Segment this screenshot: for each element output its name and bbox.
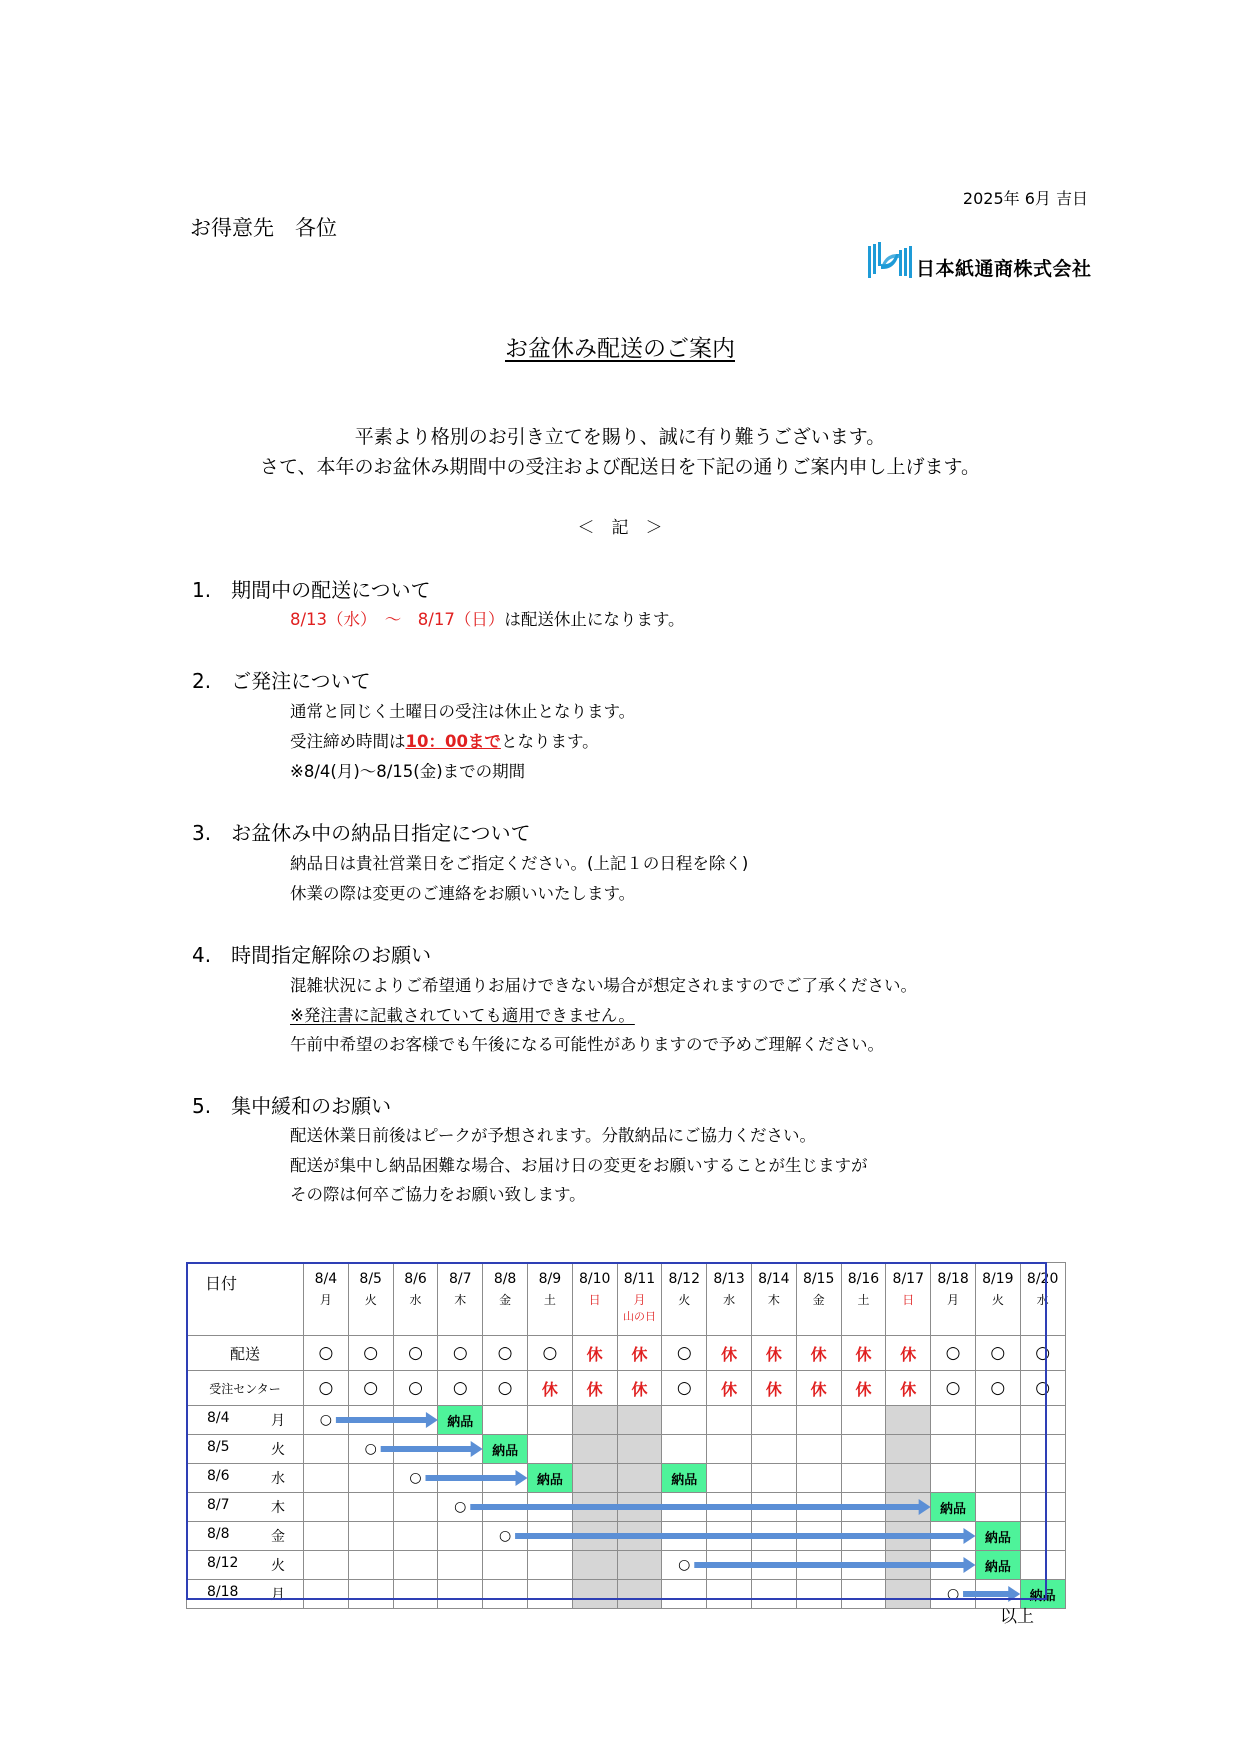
empty-cell bbox=[751, 1580, 796, 1609]
calendar-weekday: 木 bbox=[767, 1293, 780, 1307]
example-row-date bbox=[187, 1439, 303, 1459]
empty-cell bbox=[975, 1493, 1020, 1522]
example-row-label bbox=[187, 1464, 304, 1493]
delivery-row-cell: 休 bbox=[796, 1336, 841, 1371]
cutoff-prefix: 受注締め時間は bbox=[290, 732, 406, 751]
empty-cell bbox=[751, 1522, 796, 1551]
calendar-date-8/4 bbox=[304, 1263, 349, 1336]
recipient: お得意先 各位 bbox=[190, 216, 337, 240]
section-1-line bbox=[290, 606, 685, 630]
section-4-line-1: 混雑状況によりご希望通りお届けできない場合が想定されますのでご了承ください。 bbox=[290, 976, 917, 995]
example-row-label bbox=[187, 1551, 304, 1580]
order-mark-cell: ○ bbox=[662, 1551, 707, 1580]
section-2-heading: 2. ご発注について bbox=[192, 669, 371, 693]
intro-line-1: 平素より格別のお引き立てを賜り、誠に有り難うございます。 bbox=[354, 426, 886, 448]
example-weekday: 月 bbox=[271, 1587, 285, 1603]
section-4-line-2: ※発注書に記載されていても適用できません。 bbox=[290, 1006, 635, 1025]
empty-cell bbox=[348, 1522, 393, 1551]
delivery-row-cell: ○ bbox=[662, 1336, 707, 1371]
empty-cell bbox=[527, 1522, 572, 1551]
example-row bbox=[187, 1435, 1066, 1464]
delivery-row-cell: 休 bbox=[572, 1336, 617, 1371]
example-weekday: 木 bbox=[271, 1500, 285, 1516]
delivery-row-cell: 休 bbox=[617, 1336, 662, 1371]
calendar-date: 8/15 bbox=[802, 1271, 835, 1287]
empty-cell bbox=[348, 1580, 393, 1609]
section-3-line-1: 納品日は貴社営業日をご指定ください。(上記１の日程を除く) bbox=[290, 854, 749, 873]
example-row-date bbox=[187, 1410, 303, 1430]
empty-cell bbox=[483, 1406, 528, 1435]
order-mark-cell: ○ bbox=[438, 1493, 483, 1522]
nohin-cell: 納品 bbox=[662, 1464, 707, 1493]
empty-cell bbox=[1020, 1522, 1065, 1551]
cutoff-time: 10：00まで bbox=[405, 732, 501, 751]
calendar-date: 8/18 bbox=[937, 1271, 969, 1287]
order-center-row-cell: 休 bbox=[751, 1371, 796, 1406]
empty-cell bbox=[707, 1522, 752, 1551]
empty-cell bbox=[304, 1493, 349, 1522]
order-center-row-cell: ○ bbox=[348, 1371, 393, 1406]
calendar-weekday: 火 bbox=[678, 1293, 691, 1307]
empty-cell bbox=[662, 1493, 707, 1522]
calendar-weekday: 月 bbox=[947, 1293, 960, 1307]
calendar-date: 8/7 bbox=[449, 1271, 472, 1287]
calendar-date-8/13 bbox=[707, 1263, 752, 1336]
empty-cell bbox=[438, 1551, 483, 1580]
empty-cell bbox=[572, 1435, 617, 1464]
order-center-row-cell: 休 bbox=[707, 1371, 752, 1406]
empty-cell bbox=[841, 1406, 886, 1435]
empty-cell bbox=[931, 1522, 976, 1551]
example-date: 8/7 bbox=[207, 1497, 230, 1513]
example-row-label bbox=[187, 1522, 304, 1551]
nohin-cell: 納品 bbox=[975, 1522, 1020, 1551]
empty-cell bbox=[707, 1435, 752, 1464]
empty-cell bbox=[572, 1406, 617, 1435]
empty-cell bbox=[931, 1435, 976, 1464]
empty-cell bbox=[527, 1493, 572, 1522]
empty-cell bbox=[348, 1464, 393, 1493]
empty-cell bbox=[527, 1551, 572, 1580]
order-center-row-cell: ○ bbox=[662, 1371, 707, 1406]
calendar-date-8/8 bbox=[483, 1263, 528, 1336]
empty-cell bbox=[751, 1406, 796, 1435]
delivery-row-cell: ○ bbox=[975, 1336, 1020, 1371]
section-2-line-2 bbox=[290, 728, 599, 752]
section-3-heading: 3. お盆休み中の納品日指定について bbox=[192, 821, 531, 845]
calendar-weekday: 土 bbox=[543, 1293, 556, 1307]
calendar-date-8/9 bbox=[527, 1263, 572, 1336]
empty-cell bbox=[707, 1551, 752, 1580]
empty-cell bbox=[304, 1464, 349, 1493]
calendar-date: 8/16 bbox=[847, 1271, 880, 1287]
empty-cell bbox=[841, 1580, 886, 1609]
calendar-date-8/17 bbox=[886, 1263, 931, 1336]
delivery-row-cell: 休 bbox=[886, 1336, 931, 1371]
order-mark-cell: ○ bbox=[483, 1522, 528, 1551]
empty-cell bbox=[617, 1435, 662, 1464]
empty-cell bbox=[841, 1522, 886, 1551]
empty-cell bbox=[483, 1464, 528, 1493]
example-row bbox=[187, 1493, 1066, 1522]
empty-cell bbox=[527, 1406, 572, 1435]
calendar-date: 8/13 bbox=[713, 1271, 745, 1287]
order-center-row bbox=[187, 1371, 1066, 1406]
empty-cell bbox=[572, 1464, 617, 1493]
nohin-cell: 納品 bbox=[438, 1406, 483, 1435]
delivery-calendar bbox=[186, 1262, 1066, 1609]
empty-cell bbox=[886, 1464, 931, 1493]
calendar-weekday: 水 bbox=[723, 1293, 736, 1307]
order-mark-cell: ○ bbox=[348, 1435, 393, 1464]
order-center-row-cell: ○ bbox=[1020, 1371, 1065, 1406]
empty-cell bbox=[348, 1493, 393, 1522]
empty-cell bbox=[617, 1493, 662, 1522]
empty-cell bbox=[662, 1406, 707, 1435]
example-weekday: 火 bbox=[271, 1558, 285, 1574]
example-row-date bbox=[187, 1468, 303, 1488]
empty-cell bbox=[393, 1493, 438, 1522]
empty-cell bbox=[707, 1406, 752, 1435]
nohin-cell: 納品 bbox=[527, 1464, 572, 1493]
issue-date: 2025年 6月 吉日 bbox=[962, 189, 1088, 208]
order-center-row-cell: 休 bbox=[886, 1371, 931, 1406]
order-center-row-cell: 休 bbox=[572, 1371, 617, 1406]
empty-cell bbox=[1020, 1551, 1065, 1580]
section-4-line-3: 午前中希望のお客様でも午後になる可能性がありますので予めご理解ください。 bbox=[290, 1035, 884, 1054]
calendar-date-8/15 bbox=[796, 1263, 841, 1336]
nohin-cell: 納品 bbox=[483, 1435, 528, 1464]
delivery-row-cell: 休 bbox=[751, 1336, 796, 1371]
section-5-line-2: 配送が集中し納品困難な場合、お届け日の変更をお願いすることが生じますが bbox=[290, 1156, 868, 1175]
empty-cell bbox=[304, 1580, 349, 1609]
order-center-row-cell: ○ bbox=[931, 1371, 976, 1406]
calendar-weekday: 火 bbox=[991, 1293, 1004, 1307]
calendar-weekday: 木 bbox=[454, 1293, 467, 1307]
calendar-date: 8/20 bbox=[1026, 1271, 1059, 1287]
empty-cell bbox=[841, 1435, 886, 1464]
empty-cell bbox=[886, 1580, 931, 1609]
calendar-date: 8/17 bbox=[892, 1271, 924, 1287]
example-date: 8/5 bbox=[207, 1439, 230, 1455]
empty-cell bbox=[483, 1493, 528, 1522]
empty-cell bbox=[393, 1522, 438, 1551]
delivery-row-cell: ○ bbox=[931, 1336, 976, 1371]
order-center-row-cell: ○ bbox=[304, 1371, 349, 1406]
section-2-line-1: 通常と同じく土曜日の受注は休止となります。 bbox=[290, 702, 636, 721]
empty-cell bbox=[438, 1522, 483, 1551]
example-date: 8/18 bbox=[207, 1584, 239, 1600]
order-center-row-cell: ○ bbox=[438, 1371, 483, 1406]
calendar-weekday: 水 bbox=[409, 1293, 422, 1307]
section-5-line-1: 配送休業日前後はピークが予想されます。分散納品にご協力ください。 bbox=[290, 1126, 817, 1145]
empty-cell bbox=[841, 1551, 886, 1580]
delivery-row-cell: ○ bbox=[348, 1336, 393, 1371]
empty-cell bbox=[931, 1406, 976, 1435]
empty-cell bbox=[796, 1464, 841, 1493]
empty-cell bbox=[527, 1580, 572, 1609]
calendar-date: 8/4 bbox=[314, 1271, 338, 1287]
empty-cell bbox=[617, 1522, 662, 1551]
example-row bbox=[187, 1406, 1066, 1435]
empty-cell bbox=[886, 1406, 931, 1435]
empty-cell bbox=[751, 1551, 796, 1580]
empty-cell bbox=[841, 1464, 886, 1493]
section-2-line-3: ※8/4(月)～8/15(金)までの期間 bbox=[290, 762, 526, 781]
empty-cell bbox=[483, 1580, 528, 1609]
ki-marker: ＜ 記 ＞ bbox=[577, 518, 663, 538]
order-center-row-label: 受注センター bbox=[187, 1371, 304, 1406]
calendar-date-8/7 bbox=[438, 1263, 483, 1336]
empty-cell bbox=[886, 1522, 931, 1551]
calendar-date-8/11 bbox=[617, 1263, 662, 1336]
calendar-date: 8/14 bbox=[758, 1271, 790, 1287]
calendar-date-8/5 bbox=[348, 1263, 393, 1336]
empty-cell bbox=[304, 1522, 349, 1551]
nohin-cell: 納品 bbox=[975, 1551, 1020, 1580]
empty-cell bbox=[841, 1493, 886, 1522]
empty-cell bbox=[572, 1580, 617, 1609]
calendar-date: 8/10 bbox=[578, 1271, 611, 1287]
calendar-weekday: 日 bbox=[902, 1293, 915, 1307]
example-row-label bbox=[187, 1493, 304, 1522]
empty-cell bbox=[617, 1406, 662, 1435]
empty-cell bbox=[796, 1493, 841, 1522]
empty-cell bbox=[796, 1406, 841, 1435]
delivery-row-cell: ○ bbox=[438, 1336, 483, 1371]
empty-cell bbox=[796, 1435, 841, 1464]
calendar-date-8/10 bbox=[572, 1263, 617, 1336]
closed-period-note: は配送休止になります。 bbox=[504, 610, 685, 629]
example-date: 8/12 bbox=[207, 1555, 239, 1571]
calendar-date-8/18 bbox=[931, 1263, 976, 1336]
company-name: 日本紙通商株式会社 bbox=[916, 258, 1092, 280]
cutoff-suffix: となります。 bbox=[500, 732, 599, 751]
empty-cell bbox=[393, 1580, 438, 1609]
empty-cell bbox=[617, 1464, 662, 1493]
empty-cell bbox=[707, 1493, 752, 1522]
delivery-row-label: 配送 bbox=[187, 1336, 304, 1371]
empty-cell bbox=[707, 1464, 752, 1493]
nohin-cell: 納品 bbox=[931, 1493, 976, 1522]
closed-period: 8/13（水） ～ 8/17（日） bbox=[290, 610, 505, 629]
example-row bbox=[187, 1580, 1066, 1609]
empty-cell bbox=[393, 1435, 438, 1464]
example-date: 8/8 bbox=[207, 1526, 230, 1542]
empty-cell bbox=[662, 1435, 707, 1464]
delivery-row-cell: ○ bbox=[1020, 1336, 1065, 1371]
empty-cell bbox=[393, 1551, 438, 1580]
empty-cell bbox=[393, 1406, 438, 1435]
order-center-row-cell: 休 bbox=[617, 1371, 662, 1406]
empty-cell bbox=[931, 1551, 976, 1580]
empty-cell bbox=[796, 1580, 841, 1609]
calendar-date-8/16 bbox=[841, 1263, 886, 1336]
delivery-row-cell: 休 bbox=[841, 1336, 886, 1371]
delivery-row bbox=[187, 1336, 1066, 1371]
empty-cell bbox=[751, 1464, 796, 1493]
page-title: お盆休み配送のご案内 bbox=[505, 336, 735, 362]
delivery-row-cell: ○ bbox=[483, 1336, 528, 1371]
empty-cell bbox=[886, 1435, 931, 1464]
example-weekday: 月 bbox=[271, 1413, 285, 1429]
example-row-date bbox=[187, 1497, 303, 1517]
empty-cell bbox=[707, 1580, 752, 1609]
empty-cell bbox=[572, 1493, 617, 1522]
empty-cell bbox=[1020, 1464, 1065, 1493]
calendar-date: 8/19 bbox=[982, 1271, 1014, 1287]
example-row-label bbox=[187, 1406, 304, 1435]
calendar-date: 8/9 bbox=[538, 1271, 562, 1287]
empty-cell bbox=[304, 1551, 349, 1580]
section-4-heading: 4. 時間指定解除のお願い bbox=[192, 943, 432, 967]
order-center-row-cell: 休 bbox=[841, 1371, 886, 1406]
calendar-date-8/6 bbox=[393, 1263, 438, 1336]
calendar-date: 8/6 bbox=[404, 1271, 427, 1287]
order-mark-cell: ○ bbox=[931, 1580, 976, 1609]
calendar-weekday: 日 bbox=[588, 1293, 601, 1307]
example-date: 8/4 bbox=[207, 1410, 230, 1426]
calendar-date-8/14 bbox=[751, 1263, 796, 1336]
calendar-date-8/20 bbox=[1020, 1263, 1065, 1336]
section-5-heading: 5. 集中緩和のお願い bbox=[192, 1094, 392, 1118]
calendar-date: 8/11 bbox=[623, 1271, 656, 1287]
delivery-row-cell: ○ bbox=[304, 1336, 349, 1371]
calendar-corner: 日付 bbox=[187, 1263, 304, 1336]
example-row-date bbox=[187, 1555, 303, 1575]
section-1-heading: 1. 期間中の配送について bbox=[192, 578, 431, 602]
order-center-row-cell: ○ bbox=[483, 1371, 528, 1406]
example-weekday: 金 bbox=[271, 1529, 285, 1545]
empty-cell bbox=[886, 1493, 931, 1522]
calendar-date: 8/5 bbox=[359, 1271, 382, 1287]
calendar-date: 8/12 bbox=[668, 1271, 700, 1287]
empty-cell bbox=[975, 1435, 1020, 1464]
example-weekday: 火 bbox=[271, 1442, 285, 1458]
empty-cell bbox=[527, 1435, 572, 1464]
nohin-cell: 納品 bbox=[1020, 1580, 1065, 1609]
calendar-weekday: 火 bbox=[364, 1293, 377, 1307]
calendar-weekday: 土 bbox=[857, 1293, 870, 1307]
calendar-header-row bbox=[187, 1263, 1066, 1336]
order-mark-cell: ○ bbox=[393, 1464, 438, 1493]
calendar-date-8/19 bbox=[975, 1263, 1020, 1336]
closing-mark: 以上 bbox=[1000, 1607, 1034, 1627]
empty-cell bbox=[662, 1522, 707, 1551]
empty-cell bbox=[438, 1580, 483, 1609]
empty-cell bbox=[617, 1551, 662, 1580]
delivery-row-cell: ○ bbox=[527, 1336, 572, 1371]
empty-cell bbox=[617, 1580, 662, 1609]
empty-cell bbox=[1020, 1493, 1065, 1522]
empty-cell bbox=[348, 1551, 393, 1580]
empty-cell bbox=[751, 1493, 796, 1522]
example-row-label bbox=[187, 1580, 304, 1609]
calendar-weekday: 月 bbox=[633, 1293, 646, 1307]
calendar-date: 8/8 bbox=[493, 1271, 517, 1287]
example-weekday: 水 bbox=[271, 1471, 285, 1487]
calendar-weekday: 金 bbox=[499, 1293, 512, 1307]
empty-cell bbox=[572, 1522, 617, 1551]
empty-cell bbox=[304, 1435, 349, 1464]
empty-cell bbox=[975, 1464, 1020, 1493]
example-row bbox=[187, 1551, 1066, 1580]
company-mark-icon bbox=[866, 240, 914, 284]
empty-cell bbox=[438, 1435, 483, 1464]
holiday-note: 山の日 bbox=[622, 1310, 656, 1323]
delivery-row-cell: 休 bbox=[707, 1336, 752, 1371]
order-mark-cell: ○ bbox=[304, 1406, 349, 1435]
delivery-row-cell: ○ bbox=[393, 1336, 438, 1371]
empty-cell bbox=[975, 1406, 1020, 1435]
empty-cell bbox=[483, 1551, 528, 1580]
calendar-weekday: 金 bbox=[812, 1293, 825, 1307]
order-center-row-cell: ○ bbox=[393, 1371, 438, 1406]
empty-cell bbox=[886, 1551, 931, 1580]
empty-cell bbox=[572, 1551, 617, 1580]
empty-cell bbox=[931, 1464, 976, 1493]
empty-cell bbox=[1020, 1435, 1065, 1464]
section-3-line-2: 休業の際は変更のご連絡をお願いいたします。 bbox=[290, 884, 636, 903]
example-row bbox=[187, 1464, 1066, 1493]
order-center-row-cell: 休 bbox=[527, 1371, 572, 1406]
order-center-row-cell: 休 bbox=[796, 1371, 841, 1406]
empty-cell bbox=[751, 1435, 796, 1464]
intro-line-2: さて、本年のお盆休み期間中の受注および配送日を下記の通りご案内申し上げます。 bbox=[259, 456, 981, 478]
section-5-line-3: その際は何卒ご協力をお願い致します。 bbox=[290, 1185, 586, 1204]
example-row bbox=[187, 1522, 1066, 1551]
empty-cell bbox=[348, 1406, 393, 1435]
empty-cell bbox=[796, 1551, 841, 1580]
example-date: 8/6 bbox=[207, 1468, 230, 1484]
empty-cell bbox=[662, 1580, 707, 1609]
example-row-label bbox=[187, 1435, 304, 1464]
example-row-date bbox=[187, 1526, 303, 1546]
calendar-date-8/12 bbox=[662, 1263, 707, 1336]
example-row-date bbox=[187, 1584, 303, 1604]
calendar-weekday: 水 bbox=[1036, 1293, 1049, 1307]
empty-cell bbox=[438, 1464, 483, 1493]
empty-cell bbox=[796, 1522, 841, 1551]
order-center-row-cell: ○ bbox=[975, 1371, 1020, 1406]
calendar-weekday: 月 bbox=[319, 1293, 332, 1307]
empty-cell bbox=[1020, 1406, 1065, 1435]
